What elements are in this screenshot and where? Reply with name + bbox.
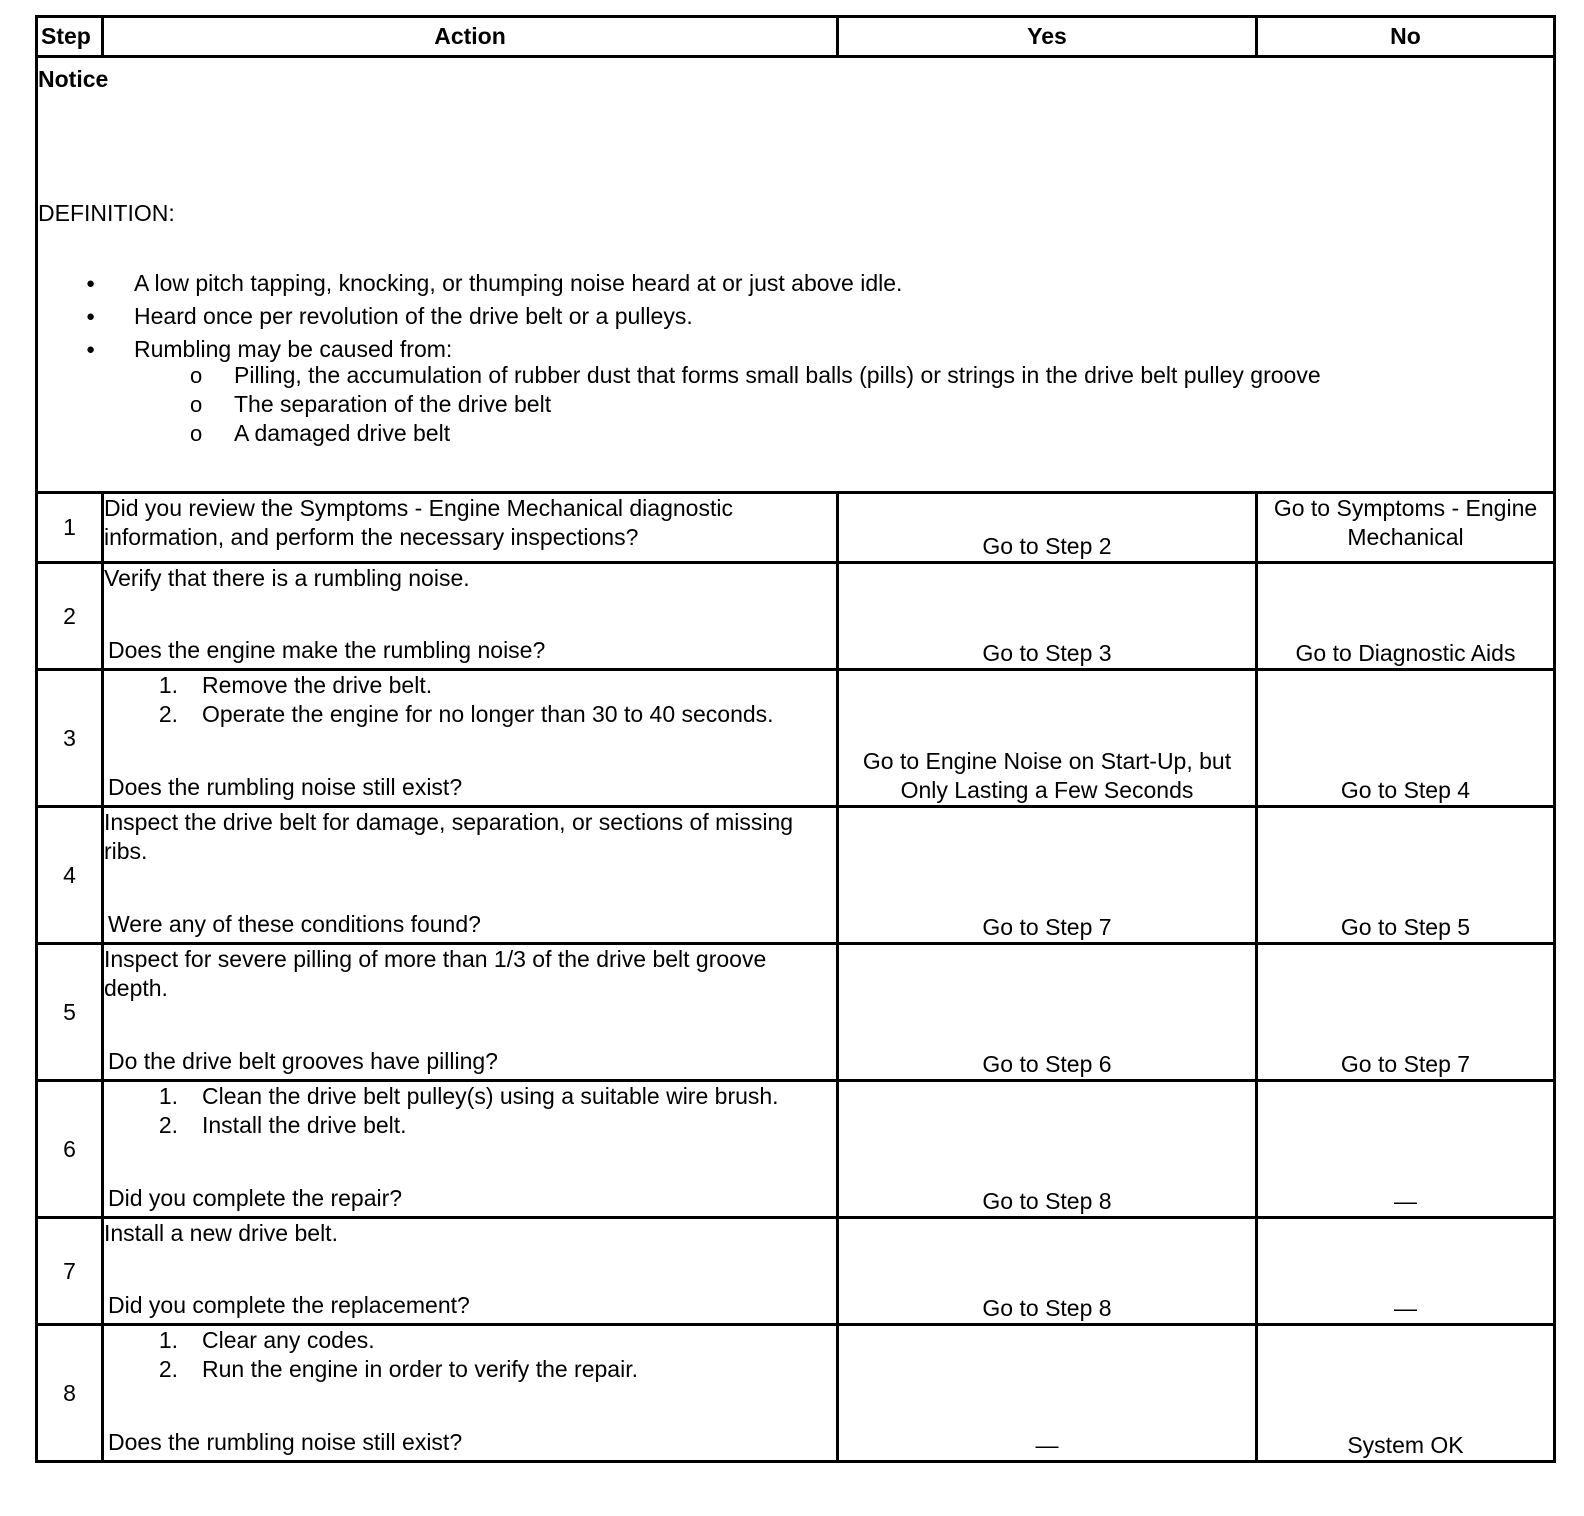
header-no: No: [1257, 17, 1555, 57]
action-steps: [104, 671, 836, 729]
step-row-2: [37, 563, 1555, 670]
step-item-text: Operate the engine for no longer than 30 to 40 seconds.: [202, 701, 774, 727]
action-step-item: [104, 671, 836, 700]
step-item-text: Run the engine in order to verify the repair.: [202, 1356, 638, 1382]
action-question: Does the engine make the rumbling noise?: [108, 637, 546, 663]
step-row-7: [37, 1218, 1555, 1325]
action-cell: [103, 1218, 838, 1325]
diagnostic-table: [35, 15, 1556, 1463]
step-row-8: [37, 1325, 1555, 1462]
step-item-text: Clean the drive belt pulley(s) using a suitable wire brush.: [202, 1083, 779, 1109]
no-cell: —: [1257, 1081, 1555, 1218]
step-number: 2: [37, 563, 103, 670]
action-cell: [103, 1081, 838, 1218]
step-number: 7: [37, 1218, 103, 1325]
step-item-text: Install the drive belt.: [202, 1112, 407, 1138]
step-row-1: [37, 493, 1555, 563]
action-step-item: [104, 1082, 836, 1111]
action-question: Does the rumbling noise still exist?: [108, 774, 463, 800]
action-question: Do the drive belt grooves have pilling?: [108, 1048, 498, 1074]
action-cell: [103, 1325, 838, 1462]
step-item-text: Clear any codes.: [202, 1327, 375, 1353]
step-item-number: 1.: [158, 672, 178, 698]
no-cell: —: [1257, 1218, 1555, 1325]
step-row-3: [37, 670, 1555, 807]
action-question: Were any of these conditions found?: [108, 911, 481, 937]
step-number: 1: [37, 493, 103, 563]
yes-cell: Go to Engine Noise on Start-Up, but Only Lasting a Few Seconds: [838, 670, 1257, 807]
step-number: 4: [37, 807, 103, 944]
yes-cell: —: [838, 1325, 1257, 1462]
cause-list: [134, 361, 1553, 448]
header-yes: Yes: [838, 17, 1257, 57]
step-row-5: [37, 944, 1555, 1081]
action-cell: [103, 563, 838, 670]
cause-item: o A damaged drive belt: [38, 419, 1553, 448]
step-number: 6: [37, 1081, 103, 1218]
step-item-text: Remove the drive belt.: [202, 672, 433, 698]
action-step-item: [104, 1326, 836, 1355]
action-question: Did you complete the repair?: [108, 1185, 403, 1211]
yes-cell: Go to Step 6: [838, 944, 1257, 1081]
action-steps: [104, 1082, 836, 1140]
definition-bullet: ● Heard once per revolution of the drive belt or a pulleys.: [38, 300, 1553, 333]
definition-bullet-text: Rumbling may be caused from:: [134, 336, 453, 362]
step-item-number: 2.: [158, 1112, 178, 1138]
definition-label: DEFINITION:: [38, 200, 175, 226]
action-step-item: [104, 1111, 836, 1140]
action-text: Verify that there is a rumbling noise.: [104, 565, 470, 591]
step-row-6: [37, 1081, 1555, 1218]
action-cell: [103, 807, 838, 944]
step-number: 8: [37, 1325, 103, 1462]
definition-bullet: ● A low pitch tapping, knocking, or thumping noise heard at or just above idle.: [38, 267, 1553, 300]
action-cell: [103, 944, 838, 1081]
definition-bullet: [38, 333, 1553, 448]
yes-cell: Go to Step 2: [838, 493, 1257, 563]
yes-cell: Go to Step 7: [838, 807, 1257, 944]
definition-list: [38, 267, 1553, 448]
notice-title: Notice: [38, 66, 109, 92]
yes-cell: Go to Step 8: [838, 1081, 1257, 1218]
no-cell: Go to Step 7: [1257, 944, 1555, 1081]
step-item-number: 2.: [158, 1356, 178, 1382]
step-item-number: 2.: [158, 701, 178, 727]
action-cell: [103, 493, 838, 563]
action-question: Does the rumbling noise still exist?: [108, 1429, 463, 1455]
header-step: Step: [37, 17, 103, 57]
action-question: Did you complete the replacement?: [108, 1292, 470, 1318]
cause-item: o The separation of the drive belt: [38, 390, 1553, 419]
no-cell: Go to Diagnostic Aids: [1257, 563, 1555, 670]
action-text: Inspect the drive belt for damage, separation, or sections of missing ribs.: [104, 809, 794, 864]
action-step-item: [104, 700, 836, 729]
step-number: 3: [37, 670, 103, 807]
action-text: Inspect for severe pilling of more than 1/3 of the drive belt groove depth.: [104, 946, 767, 1001]
notice-row: [37, 57, 1555, 493]
no-cell: Go to Symptoms - Engine Mechanical: [1257, 493, 1555, 563]
no-cell: Go to Step 4: [1257, 670, 1555, 807]
action-text: Did you review the Symptoms - Engine Mechanical diagnostic information, and perform the necessary inspections?: [104, 495, 733, 550]
yes-cell: Go to Step 8: [838, 1218, 1257, 1325]
action-cell: [103, 670, 838, 807]
notice-cell: [37, 57, 1555, 493]
yes-cell: Go to Step 3: [838, 563, 1257, 670]
header-row: [37, 17, 1555, 57]
cause-item: o Pilling, the accumulation of rubber dust that forms small balls (pills) or strings in the drive belt pulley groove: [38, 361, 1553, 390]
step-row-4: [37, 807, 1555, 944]
action-text: Install a new drive belt.: [104, 1220, 338, 1246]
no-cell: System OK: [1257, 1325, 1555, 1462]
step-item-number: 1.: [158, 1083, 178, 1109]
step-number: 5: [37, 944, 103, 1081]
step-item-number: 1.: [158, 1327, 178, 1353]
header-action: Action: [103, 17, 838, 57]
action-steps: [104, 1326, 836, 1384]
action-step-item: [104, 1355, 836, 1384]
no-cell: Go to Step 5: [1257, 807, 1555, 944]
